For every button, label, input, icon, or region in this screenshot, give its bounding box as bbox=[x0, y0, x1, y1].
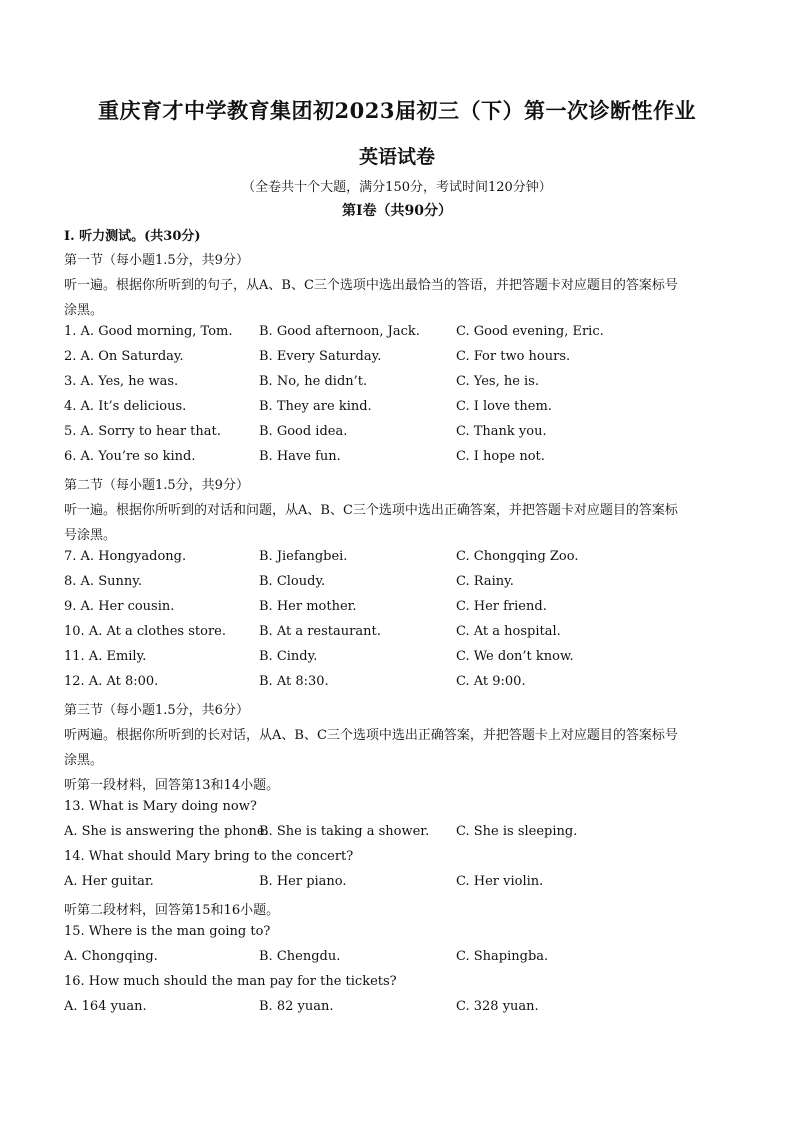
option-c: C. Rainy. bbox=[456, 574, 514, 589]
option-b: B. Cloudy. bbox=[259, 574, 326, 589]
option-a: 5. A. Sorry to hear that. bbox=[64, 424, 221, 439]
sub-title: 英语试卷 bbox=[358, 146, 435, 168]
question-14: 14. What should Mary bring to the concert? bbox=[64, 849, 354, 864]
option-b: B. They are kind. bbox=[259, 399, 372, 414]
question-13: 13. What is Mary doing now? bbox=[64, 799, 257, 814]
option-a: 10. A. At a clothes store. bbox=[64, 624, 226, 639]
main-title: 重庆育才中学教育集团初2023届初三（下）第一次诊断性作业 bbox=[98, 98, 696, 123]
question-row bbox=[64, 374, 744, 394]
option-b: B. Cindy. bbox=[259, 649, 318, 664]
part3-instruction-line1: 听两遍。根据你所听到的长对话，从A、B、C三个选项中选出正确答案，并把答题卡上对应题目的答案标号 bbox=[64, 728, 678, 743]
option-c: C. At a hospital. bbox=[456, 624, 561, 639]
question-row bbox=[64, 349, 744, 369]
option-a: 9. A. Her cousin. bbox=[64, 599, 175, 614]
part2-instruction-line1: 听一遍。根据你所听到的对话和问题，从A、B、C三个选项中选出正确答案，并把答题卡对应题目的答案标 bbox=[64, 503, 678, 518]
option-b: B. At a restaurant. bbox=[259, 624, 381, 639]
volume-title: 第Ⅰ卷（共90分） bbox=[341, 203, 453, 219]
option-a: 12. A. At 8:00. bbox=[64, 674, 159, 689]
question-row bbox=[64, 599, 744, 619]
part3-heading: 第三节（每小题1.5分，共6分） bbox=[64, 703, 249, 718]
option-a: A. 164 yuan. bbox=[64, 999, 147, 1014]
question-row bbox=[64, 624, 744, 644]
option-a: 7. A. Hongyadong. bbox=[64, 549, 187, 564]
option-a: 4. A. It’s delicious. bbox=[64, 399, 187, 414]
part1-heading: 第一节（每小题1.5分，共9分） bbox=[64, 253, 249, 268]
option-c: C. Chongqing Zoo. bbox=[456, 549, 579, 564]
option-c: C. I hope not. bbox=[456, 449, 545, 464]
question-16: 16. How much should the man pay for the tickets? bbox=[64, 974, 397, 989]
question-row bbox=[64, 949, 744, 969]
option-c: C. Her friend. bbox=[456, 599, 547, 614]
option-a: 1. A. Good morning, Tom. bbox=[64, 324, 233, 339]
option-a: 2. A. On Saturday. bbox=[64, 349, 184, 364]
option-c: C. At 9:00. bbox=[456, 674, 526, 689]
option-c: C. Good evening, Eric. bbox=[456, 324, 604, 339]
option-b: B. She is taking a shower. bbox=[259, 824, 430, 839]
option-b: B. Jiefangbei. bbox=[259, 549, 348, 564]
option-c: C. Shapingba. bbox=[456, 949, 549, 964]
option-b: B. No, he didn’t. bbox=[259, 374, 368, 389]
question-row bbox=[64, 574, 744, 594]
question-row bbox=[64, 549, 744, 569]
option-a: 8. A. Sunny. bbox=[64, 574, 142, 589]
option-b: B. Good idea. bbox=[259, 424, 348, 439]
option-c: C. We don’t know. bbox=[456, 649, 574, 664]
part2-instruction-line2: 号涂黑。 bbox=[64, 528, 117, 543]
option-b: B. Every Saturday. bbox=[259, 349, 382, 364]
question-row bbox=[64, 399, 744, 419]
part3-instruction-line2: 涂黑。 bbox=[64, 753, 104, 768]
part1-instruction-line2: 涂黑。 bbox=[64, 303, 104, 318]
part1-instruction-line1: 听一遍。根据你所听到的句子，从A、B、C三个选项中选出最恰当的答语，并把答题卡对应题目的答案标号 bbox=[64, 278, 678, 293]
option-b: B. Good afternoon, Jack. bbox=[259, 324, 420, 339]
material-one-note: 听第一段材料，回答第13和14小题。 bbox=[64, 778, 280, 793]
question-15: 15. Where is the man going to? bbox=[64, 924, 271, 939]
option-a: A. Her guitar. bbox=[64, 874, 154, 889]
option-c: C. Yes, he is. bbox=[456, 374, 539, 389]
option-b: B. Her mother. bbox=[259, 599, 357, 614]
question-row bbox=[64, 999, 744, 1019]
question-row bbox=[64, 649, 744, 669]
question-row bbox=[64, 449, 744, 469]
option-b: B. Her piano. bbox=[259, 874, 347, 889]
question-row bbox=[64, 424, 744, 444]
section-heading: Ⅰ. 听力测试。(共30分) bbox=[64, 229, 201, 244]
option-c: C. Thank you. bbox=[456, 424, 547, 439]
option-c: C. I love them. bbox=[456, 399, 552, 414]
option-a: 11. A. Emily. bbox=[64, 649, 147, 664]
option-c: C. 328 yuan. bbox=[456, 999, 539, 1014]
question-row bbox=[64, 874, 744, 894]
material-two-note: 听第二段材料，回答第15和16小题。 bbox=[64, 903, 280, 918]
part2-heading: 第二节（每小题1.5分，共9分） bbox=[64, 478, 249, 493]
option-b: B. Have fun. bbox=[259, 449, 341, 464]
option-a: 3. A. Yes, he was. bbox=[64, 374, 179, 389]
exam-note: （全卷共十个大题，满分150分，考试时间120分钟） bbox=[242, 180, 552, 195]
option-b: B. 82 yuan. bbox=[259, 999, 334, 1014]
question-row bbox=[64, 824, 744, 844]
option-c: C. Her violin. bbox=[456, 874, 544, 889]
option-b: B. Chengdu. bbox=[259, 949, 341, 964]
question-row bbox=[64, 324, 744, 344]
option-a: A. She is answering the phone. bbox=[64, 824, 269, 839]
option-a: 6. A. You’re so kind. bbox=[64, 449, 196, 464]
option-c: C. She is sleeping. bbox=[456, 824, 578, 839]
option-c: C. For two hours. bbox=[456, 349, 571, 364]
option-a: A. Chongqing. bbox=[64, 949, 158, 964]
option-b: B. At 8:30. bbox=[259, 674, 329, 689]
question-row bbox=[64, 674, 744, 694]
